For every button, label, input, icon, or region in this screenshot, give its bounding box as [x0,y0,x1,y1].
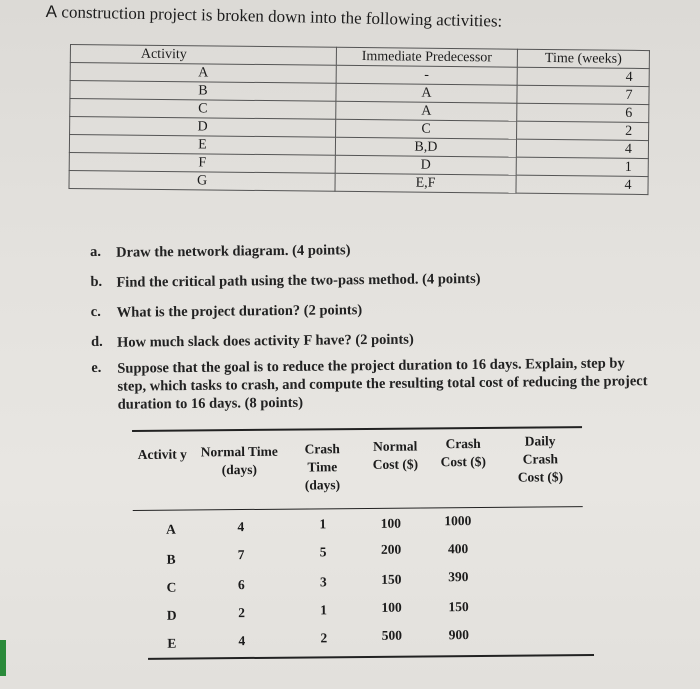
table-row: E 4 2 500 900 [167,627,470,651]
table-row: A - 4 [70,63,649,87]
problem-heading: A construction project is broken down into the following activities: [45,2,503,31]
col-predecessor: Immediate Predecessor [336,47,517,67]
table-row: D 2 1 100 150 [166,599,469,623]
table-row: B 7 5 200 400 [166,541,469,567]
col-normal-time: Normal Time (days) [200,443,278,478]
question-b: b. Find the critical path using the two-pass method. (4 points) [90,270,481,291]
table-row: A 4 1 100 1000 [165,513,472,537]
page-edge-tab [0,640,6,676]
table-row: D C 2 [70,117,649,141]
table-row: B A 7 [70,81,649,105]
question-e: e. Suppose that the goal is to reduce the project duration to 16 days. Explain, step by step, which tasks to crash, and compute the resulting total cost of reducing the project duration to 16 days. (8 points) [91,355,648,413]
table-row: C A 6 [70,99,649,123]
col-daily-crash-cost: Daily Crash Cost ($) [517,433,564,485]
table-row: E B,D 4 [69,135,648,159]
col-activity: Activity [70,45,336,66]
col-crash-cost: Crash Cost ($) [440,435,487,470]
col-time: Time (weeks) [517,49,649,68]
col-normal-cost: Normal Cost ($) [372,438,419,472]
activity-table [68,44,649,195]
table-row: C 6 3 150 390 [166,569,469,595]
question-c: c. What is the project duration? (2 points) [90,302,363,321]
table-row: F D 1 [69,152,648,176]
col-activity: Activit y [137,446,187,462]
col-crash-time: Crash Time (days) [304,441,341,493]
question-d: d. How much slack does activity F have? (2 points) [90,331,414,351]
question-a: a. Draw the network diagram. (4 points) [90,242,351,261]
table-row: G E,F 4 [69,170,648,194]
